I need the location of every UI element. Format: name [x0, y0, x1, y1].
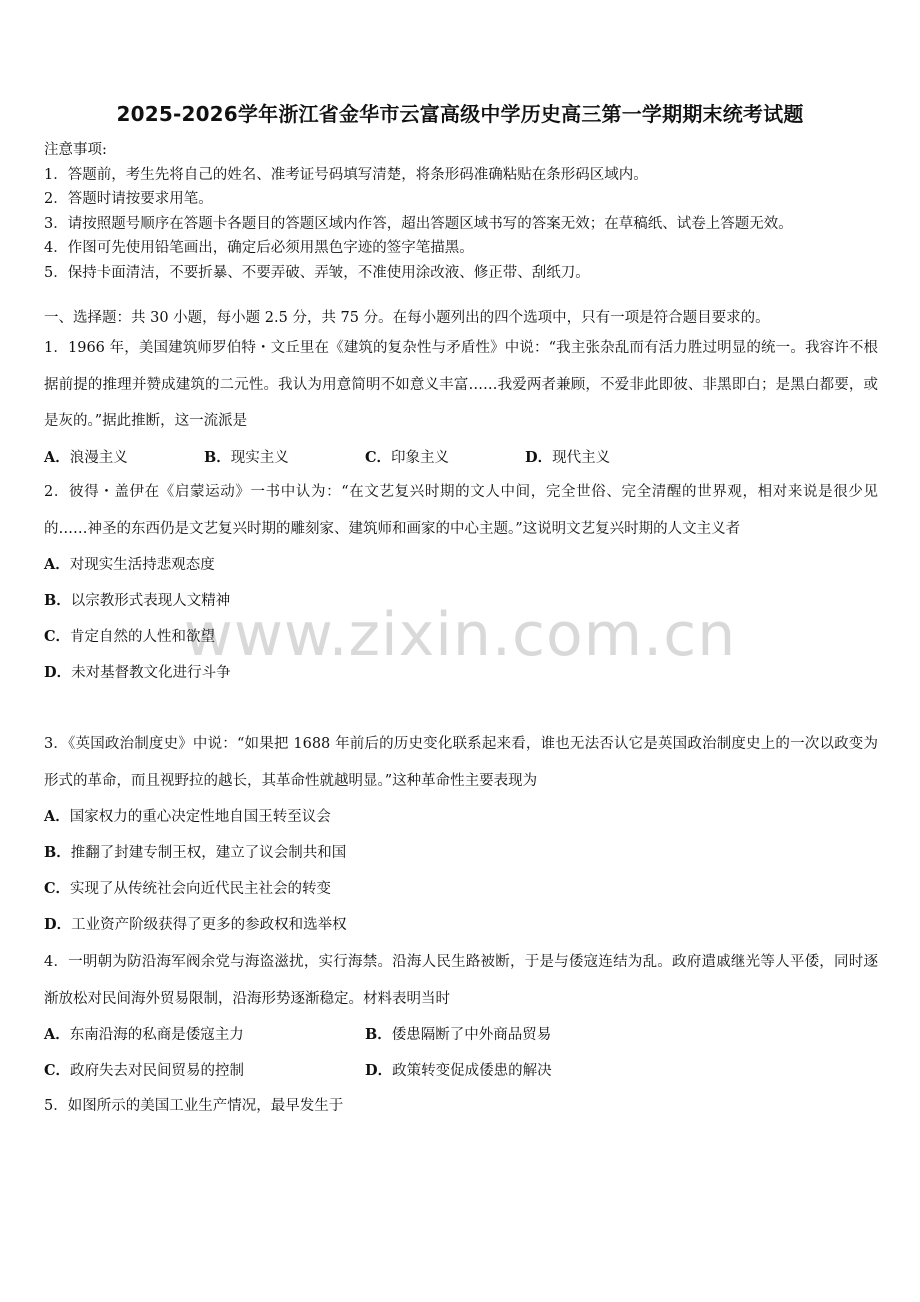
note-item: 2．答题时请按要求用笔。: [44, 191, 213, 207]
option-b: B．现实主义: [204, 448, 289, 466]
option-a: A．国家权力的重心决定性地自国王转至议会: [44, 808, 331, 825]
question-4: [44, 944, 878, 1089]
question-2: [44, 474, 878, 691]
option-d: D．工业资产阶级获得了更多的参政权和选举权: [44, 916, 347, 933]
page-title: 2025-2026学年浙江省金华市云富高级中学历史高三第一学期期末统考试题: [116, 102, 804, 126]
question-5: [44, 1088, 878, 1125]
option-c: C．实现了从传统社会向近代民主社会的转变: [44, 880, 332, 897]
question-stem: 5．如图所示的美国工业生产情况，最早发生于: [44, 1098, 344, 1114]
option-b: B．倭患隔断了中外商品贸易: [365, 1026, 552, 1043]
note-item: 5．保持卡面清洁，不要折暴、不要弄破、弄皱，不准使用涂改液、修正带、刮纸刀。: [44, 264, 590, 281]
option-a: A．浪漫主义: [44, 448, 128, 466]
question-stem: 2．彼得・盖伊在《启蒙运动》一书中认为：“在文艺复兴时期的文人中间，完全世俗、完全清醒的世界观，相对来说是很少见的……神圣的东西仍是文艺复兴时期的雕刻家、建筑师和画家的中心主题。”这说明文艺复兴时期的人文主义者: [44, 484, 878, 537]
section-heading: 一、选择题：共 30 小题，每小题 2.5 分，共 75 分。在每小题列出的四个选项中，只有一项是符合题目要求的。: [44, 310, 770, 326]
option-a: A．对现实生活持悲观态度: [44, 556, 215, 573]
question-1: [44, 330, 878, 476]
question-stem: 1．1966 年，美国建筑师罗伯特・文丘里在《建筑的复杂性与矛盾性》中说：“我主张杂乱而有活力胜过明显的统一。我容许不根据前提的推理并赞成建筑的二元性。我认为用意简明不如意义丰富……我爱两者兼顾，不爱非此即彼、非黑即白；是黑白都要，或是灰的。”据此推断，这一流派是: [44, 340, 878, 429]
options-row: [44, 1017, 878, 1053]
options-row: [44, 1053, 878, 1089]
question-3: [44, 726, 878, 943]
notes-block: [44, 138, 884, 285]
watermark: www.zixin.com.cn: [183, 600, 737, 670]
note-item: 1．答题前，考生先将自己的姓名、准考证号码填写清楚，将条形码准确粘贴在条形码区域内。: [44, 166, 648, 183]
option-d: D．政策转变促成倭患的解决: [365, 1062, 552, 1079]
option-d: D．未对基督教文化进行斗争: [44, 664, 231, 681]
option-c: C．肯定自然的人性和欲望: [44, 628, 216, 645]
question-stem: 4．一明朝为防沿海军阀余党与海盗滋扰，实行海禁。沿海人民生路被断，于是与倭寇连结为乱。政府遣戚继光等人平倭，同时逐渐放松对民间海外贸易限制，沿海形势逐渐稳定。材料表明当时: [44, 954, 878, 1007]
option-d: D．现代主义: [525, 448, 611, 466]
options-row: [44, 440, 878, 476]
notes-heading: 注意事项:: [44, 142, 107, 158]
option-a: A．东南沿海的私商是倭寇主力: [44, 1026, 244, 1043]
question-stem: 3．《英国政治制度史》中说：“如果把 1688 年前后的历史变化联系起来看，谁也无法否认它是英国政治制度史上的一次以政变为形式的革命，而且视野拉的越长，其革命性就越明显。”这种革命性主要表现为: [44, 736, 878, 789]
note-item: 4．作图可先使用铅笔画出，确定后必须用黑色字迹的签字笔描黑。: [44, 240, 474, 256]
option-b: B．推翻了封建专制王权，建立了议会制共和国: [44, 844, 347, 861]
option-c: C．印象主义: [365, 448, 450, 466]
note-item: 3．请按照题号顺序在答题卡各题目的答题区域内作答，超出答题区域书写的答案无效；在草稿纸、试卷上答题无效。: [44, 215, 793, 232]
option-b: B．以宗教形式表现人文精神: [44, 592, 231, 609]
option-c: C．政府失去对民间贸易的控制: [44, 1062, 245, 1079]
